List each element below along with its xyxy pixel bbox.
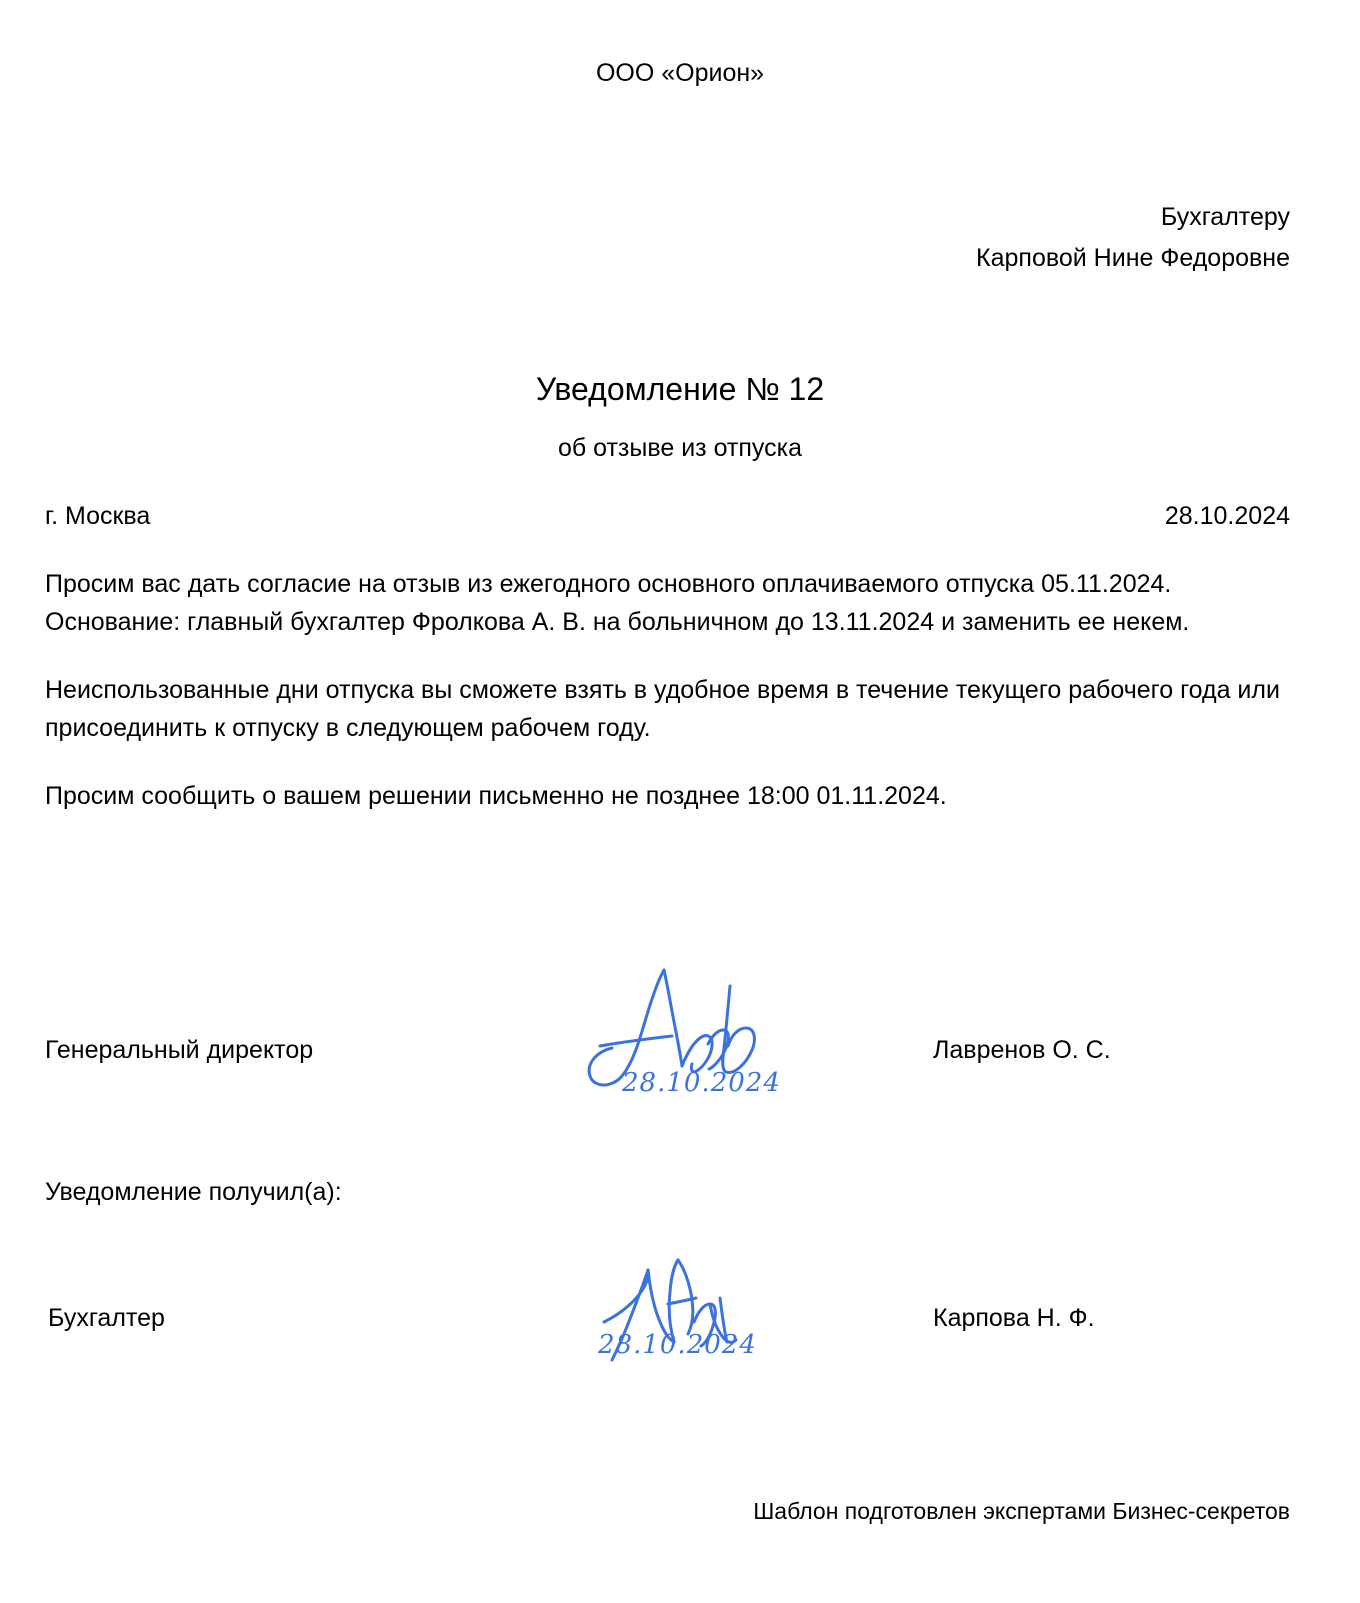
body-paragraph-3: Просим сообщить о вашем решении письменно не позднее 18:00 01.11.2024.: [45, 782, 947, 810]
document-date: 28.10.2024: [1164, 502, 1290, 530]
document-subtitle: об отзыве из отпуска: [557, 434, 803, 462]
addressee-block: [976, 197, 1290, 279]
accountant-name: Карпова Н. Ф.: [933, 1304, 1095, 1332]
addressee-name: Карповой Нине Федоровне: [976, 244, 1290, 272]
accountant-signature-row: [48, 1298, 1293, 1338]
received-label: Уведомление получил(а):: [45, 1178, 342, 1206]
document-body: [45, 565, 1293, 815]
director-name: Лавренов О. С.: [933, 1036, 1111, 1064]
body-paragraph-1: Просим вас дать согласие на отзыв из ежегодного основного оплачиваемого отпуска 05.11.2024. Основание: главный бухгалтер Фролкова А. В. на больничном до 13.11.2024 и заменить ее некем.: [45, 570, 1190, 636]
accountant-signature-date: 28.10.2024: [598, 1330, 757, 1360]
footer-credit: Шаблон подготовлен экспертами Бизнес-секретов: [753, 1498, 1290, 1524]
addressee-position: Бухгалтеру: [1160, 203, 1290, 231]
document-title: Уведомление № 12: [535, 371, 825, 407]
city-label: г. Москва: [45, 502, 151, 530]
director-signature-row: [45, 1030, 1290, 1070]
director-signature-date: 28.10.2024: [622, 1068, 781, 1098]
director-position: Генеральный директор: [45, 1036, 314, 1064]
meta-row: [45, 500, 1290, 532]
organization-name: ООО «Орион»: [595, 59, 765, 87]
accountant-position: Бухгалтер: [48, 1304, 165, 1332]
body-paragraph-2: Неиспользованные дни отпуска вы сможете взять в удобное время в течение текущего рабочего года или присоединить к отпуску в следующем рабочем году.: [45, 676, 1280, 742]
